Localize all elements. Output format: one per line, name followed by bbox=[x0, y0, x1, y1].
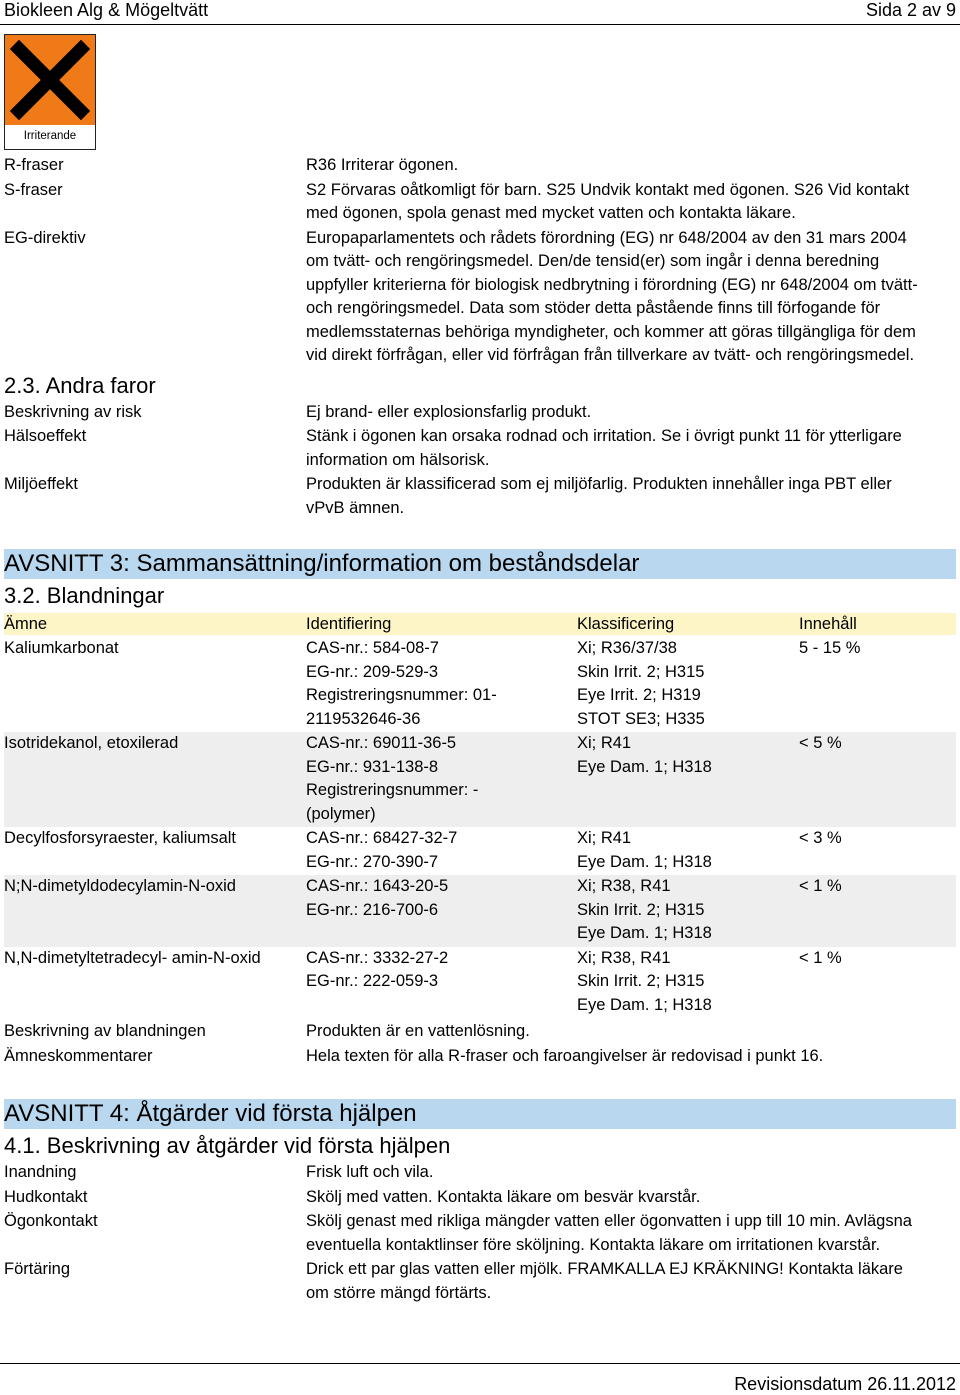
row-value: Produkten är klassificerad som ej miljöfarlig. Produkten innehåller inga PBT eller vPvB ämnen. bbox=[306, 475, 892, 517]
row-key: Hälsoeffekt bbox=[4, 427, 87, 445]
row-value: Ej brand- eller explosionsfarlig produkt. bbox=[306, 402, 592, 421]
row-value: Skölj genast med rikliga mängder vatten eller ögonvatten i upp till 10 min. Avlägsna eventuella kontaktlinser före sköljning. Kontakta läkare om irritationen kvarstår. bbox=[306, 1212, 912, 1254]
phrase-row bbox=[4, 227, 956, 368]
col-header-identification: Identifiering bbox=[306, 615, 392, 633]
phrase-row bbox=[4, 179, 956, 226]
table-cell-cls: Xi; R38, R41 Skin Irrit. 2; H315 Eye Dam. 1; H318 bbox=[577, 877, 712, 942]
firstaid-row bbox=[4, 1258, 956, 1305]
section4-subheading: 4.1. Beskrivning av åtgärder vid första hjälpen bbox=[4, 1133, 451, 1158]
row-key: Inandning bbox=[4, 1163, 77, 1181]
row-key: R-fraser bbox=[4, 156, 64, 174]
table-row bbox=[4, 827, 956, 875]
table-cell-cls: Xi; R36/37/38 Skin Irrit. 2; H315 Eye Irrit. 2; H319 STOT SE3; H335 bbox=[577, 639, 705, 728]
firstaid-row bbox=[4, 1210, 956, 1257]
row-value: Hela texten för alla R-fraser och faroangivelser är redovisad i punkt 16. bbox=[306, 1046, 824, 1065]
risk-row bbox=[4, 401, 956, 425]
row-value: Stänk i ögonen kan orsaka rodnad och irritation. Se i övrigt punkt 11 för ytterligare information om hälsorisk. bbox=[306, 427, 902, 469]
section2-rows bbox=[4, 154, 956, 368]
table-row bbox=[4, 637, 956, 732]
mixture-row bbox=[4, 1020, 956, 1044]
table-header bbox=[4, 613, 956, 635]
row-key: Miljöeffekt bbox=[4, 475, 78, 493]
row-key: Ögonkontakt bbox=[4, 1212, 98, 1230]
table-cell-name: Isotridekanol, etoxilerad bbox=[4, 734, 179, 752]
hazard-symbol bbox=[4, 34, 96, 150]
table-row bbox=[4, 947, 956, 1019]
section4-title: AVSNITT 4: Åtgärder vid första hjälpen bbox=[4, 1099, 956, 1129]
table-cell-cls: Xi; R38, R41 Skin Irrit. 2; H315 Eye Dam. 1; H318 bbox=[577, 948, 712, 1014]
risk-row bbox=[4, 425, 956, 472]
row-key: EG-direktiv bbox=[4, 228, 86, 247]
table-cell-id: CAS-nr.: 69011-36-5 EG-nr.: 931-138-8 Registreringsnummer: - (polymer) bbox=[306, 734, 479, 823]
document-title: Biokleen Alg & Mögeltvätt bbox=[4, 0, 209, 20]
firstaid-row bbox=[4, 1161, 956, 1185]
row-key: Beskrivning av blandningen bbox=[4, 1022, 206, 1040]
table-cell-name: Decylfosforsyraester, kaliumsalt bbox=[4, 829, 236, 847]
irritant-x-icon bbox=[5, 35, 95, 125]
mixture-row bbox=[4, 1045, 956, 1069]
risk-row bbox=[4, 473, 956, 520]
row-key: S-fraser bbox=[4, 180, 63, 199]
col-header-content: Innehåll bbox=[799, 615, 857, 633]
revision-date: Revisionsdatum 26.11.2012 bbox=[734, 1374, 956, 1394]
table-body bbox=[4, 637, 956, 1018]
row-value: Drick ett par glas vatten eller mjölk. FRAMKALLA EJ KRÄKNING! Kontakta läkare om större mängd förtärts. bbox=[306, 1260, 903, 1302]
section-heading: 2.3. Andra faror bbox=[4, 372, 156, 398]
table-cell-amt: 5 - 15 % bbox=[799, 639, 861, 657]
table-cell-amt: < 1 % bbox=[799, 948, 842, 967]
table-row bbox=[4, 732, 956, 827]
table-cell-id: CAS-nr.: 68427-32-7 EG-nr.: 270-390-7 bbox=[306, 829, 458, 871]
hazard-label: Irriterande bbox=[23, 130, 77, 142]
section3-title: AVSNITT 3: Sammansättning/information om beståndsdelar bbox=[4, 549, 956, 579]
page-header bbox=[0, 0, 960, 25]
row-key: Ämneskommentarer bbox=[4, 1046, 153, 1065]
content bbox=[4, 154, 956, 1305]
table-cell-cls: Xi; R41 Eye Dam. 1; H318 bbox=[577, 829, 712, 871]
section3-subheading: 3.2. Blandningar bbox=[4, 583, 165, 608]
page-footer bbox=[0, 1363, 960, 1394]
row-key: Beskrivning av risk bbox=[4, 402, 142, 421]
col-header-classification: Klassificering bbox=[577, 615, 675, 633]
table-cell-cls: Xi; R41 Eye Dam. 1; H318 bbox=[577, 734, 712, 776]
table-row bbox=[4, 875, 956, 947]
table-cell-name: N;N-dimetyldodecylamin-N-oxid bbox=[4, 877, 236, 895]
page-number: Sida 2 av 9 bbox=[865, 0, 956, 20]
row-value: S2 Förvaras oåtkomligt för barn. S25 Undvik kontakt med ögonen. S26 Vid kontakt med ögonen, spola genast med mycket vatten och kontakta läkare. bbox=[306, 180, 910, 222]
phrase-row bbox=[4, 154, 956, 178]
table-cell-name: Kaliumkarbonat bbox=[4, 639, 119, 657]
row-value: Europaparlamentets och rådets förordning (EG) nr 648/2004 av den 31 mars 2004 om tvätt- och rengöringsmedel. Den/de tensid(er) som ingår i denna beredning uppfyller kriterierna för biologisk nedbrytning i förordning (EG) nr 648/2004 om tvätt- och rengöringsmedel. Data som stöder detta påstående finns till förfogande för medlemsstaternas behöriga myndigheter, och kommer att göras tillgängliga för dem vid direkt förfrågan, eller vid förfrågan från tillverkare av tvätt- och rengöringsmedel. bbox=[306, 228, 918, 364]
table-cell-name: N,N-dimetyltetradecyl- amin-N-oxid bbox=[4, 948, 261, 967]
firstaid-row bbox=[4, 1186, 956, 1210]
table-cell-id: CAS-nr.: 1643-20-5 EG-nr.: 216-700-6 bbox=[306, 877, 449, 919]
table-cell-amt: < 3 % bbox=[799, 829, 842, 847]
col-header-substance: Ämne bbox=[4, 615, 48, 633]
table-cell-amt: < 1 % bbox=[799, 877, 842, 895]
row-value: Produkten är en vattenlösning. bbox=[306, 1022, 530, 1040]
table-cell-amt: < 5 % bbox=[799, 734, 842, 752]
row-value: Skölj med vatten. Kontakta läkare om besvär kvarstår. bbox=[306, 1187, 701, 1206]
table-cell-id: CAS-nr.: 3332-27-2 EG-nr.: 222-059-3 bbox=[306, 948, 449, 990]
row-value: R36 Irriterar ögonen. bbox=[306, 156, 459, 174]
row-key: Hudkontakt bbox=[4, 1187, 88, 1206]
row-key: Förtäring bbox=[4, 1260, 71, 1278]
row-value: Frisk luft och vila. bbox=[306, 1163, 434, 1181]
table-cell-id: CAS-nr.: 584-08-7 EG-nr.: 209-529-3 Registreringsnummer: 01-2119532646-36 bbox=[306, 639, 497, 728]
